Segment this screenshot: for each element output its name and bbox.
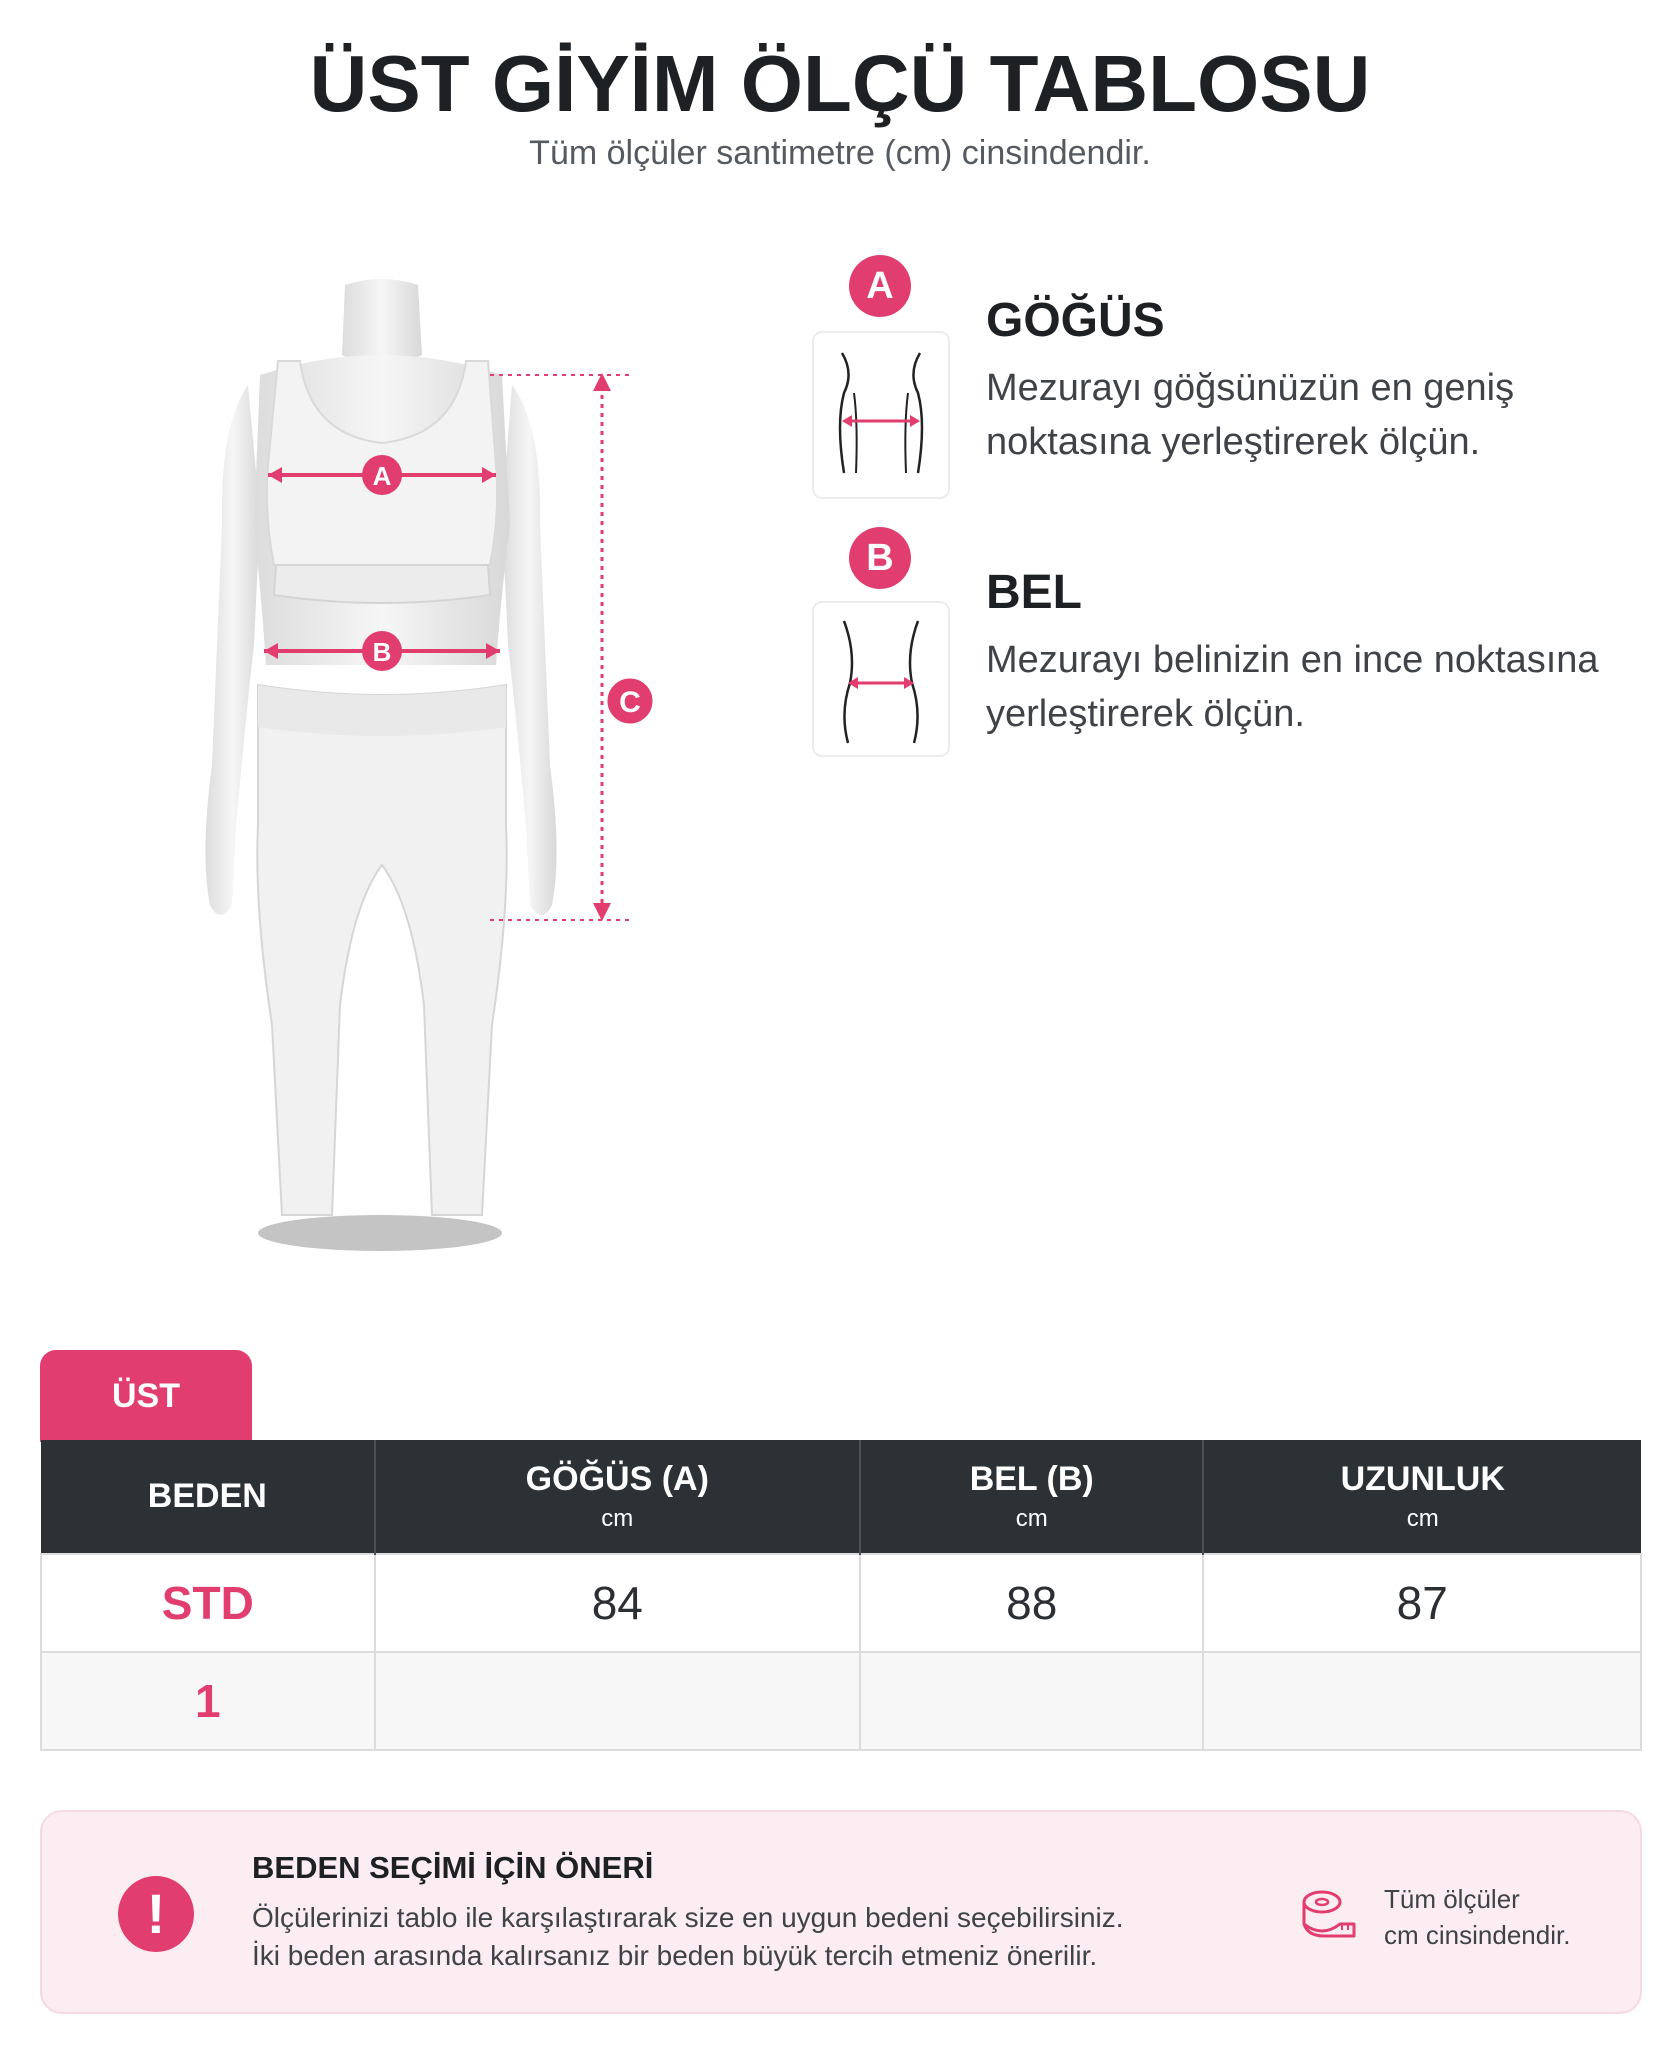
note-side-line2: cm cinsindendir. — [1384, 1920, 1571, 1950]
page-subtitle: Tüm ölçüler santimetre (cm) cinsindendir. — [529, 134, 1151, 172]
mannequin-figure — [150, 265, 690, 1275]
legend-title-chest: GÖĞÜS — [986, 294, 1165, 347]
cell-length — [1203, 1652, 1641, 1750]
column-unit: cm — [601, 1505, 634, 1532]
cell-size: 1 — [41, 1652, 375, 1750]
cell-length: 87 — [1203, 1554, 1641, 1652]
legend-title-waist: BEL — [986, 566, 1082, 619]
tab-ust[interactable]: ÜST — [40, 1350, 252, 1442]
cell-chest — [375, 1652, 860, 1750]
legend-item-waist — [812, 527, 1652, 787]
column-unit: cm — [1015, 1505, 1048, 1532]
marker-b: B — [372, 637, 392, 667]
column-header-length: UZUNLUK cm — [1203, 1440, 1641, 1554]
marker-c: C — [619, 686, 641, 719]
cell-waist: 88 — [860, 1554, 1204, 1652]
column-unit: cm — [1406, 1505, 1439, 1532]
legend-desc-waist: Mezurayı belinizin en ince noktasına yerleştirerek ölçün. — [986, 639, 1599, 735]
size-table — [40, 1440, 1642, 1751]
note-text-line2: İki beden arasında kalırsanız bir beden büyük tercih etmeniz önerilir. — [252, 1940, 1098, 1971]
tape-measure-icon — [1298, 1884, 1358, 1944]
legend-badge-b: B — [849, 527, 911, 589]
recommendation-note — [40, 1810, 1642, 2014]
marker-a: A — [372, 461, 392, 491]
column-header-chest: GÖĞÜS (A) cm — [375, 1440, 860, 1554]
note-side-line1: Tüm ölçüler — [1384, 1884, 1520, 1914]
column-header-size: BEDEN — [41, 1440, 375, 1554]
chest-measure-icon — [812, 331, 950, 499]
note-text-line1: Ölçülerinizi tablo ile karşılaştırarak size en uygun bedeni seçebilirsiniz. — [252, 1902, 1124, 1933]
waist-measure-icon — [812, 601, 950, 757]
column-header-waist: BEL (B) cm — [860, 1440, 1204, 1554]
table-row — [41, 1554, 1641, 1652]
note-title: BEDEN SEÇİMİ İÇİN ÖNERİ — [252, 1850, 654, 1885]
exclamation-icon: ! — [118, 1876, 194, 1952]
legend-desc-chest: Mezurayı göğsünüzün en geniş noktasına yerleştirerek ölçün. — [986, 367, 1515, 463]
legend-item-chest — [812, 255, 1652, 515]
cell-waist — [860, 1652, 1204, 1750]
table-row — [41, 1652, 1641, 1750]
legend-badge-a: A — [849, 255, 911, 317]
page-title: ÜST GİYİM ÖLÇÜ TABLOSU — [309, 39, 1371, 128]
cell-chest: 84 — [375, 1554, 860, 1652]
table-header-row — [41, 1440, 1641, 1554]
cell-size: STD — [41, 1554, 375, 1652]
